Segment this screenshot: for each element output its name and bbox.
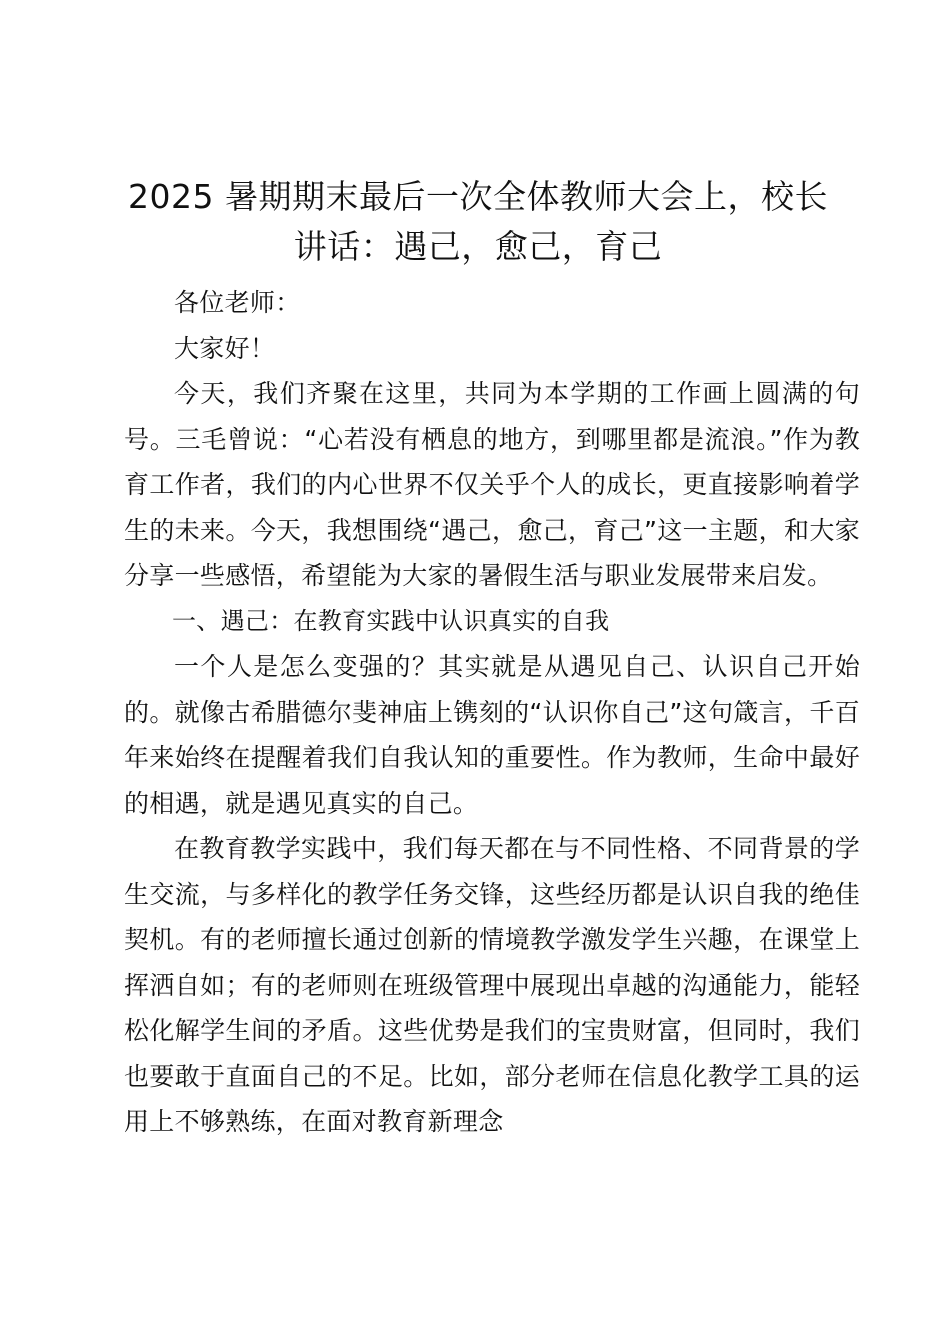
greeting: 大家好！: [174, 333, 276, 363]
document-title: 2025 暑期期末最后一次全体教师大会上，校长讲话：遇己，愈己，育己: [128, 177, 828, 266]
body-paragraph: 在教育教学实践中，我们每天都在与不同性格、不同背景的学生交流，与多样化的教学任务交锋，这些经历都是认识自我的绝佳契机。有的老师擅长通过创新的情境教学激发学生兴趣，在课堂上挥洒自如；有的老师则在班级管理中展现出卓越的沟通能力，能轻松化解学生间的矛盾。这些优势是我们的宝贵财富，但同时，我们也要敢于直面自己的不足。比如，部分老师在信息化教学工具的运用上不够熟练，在面对教育新理念: [124, 834, 860, 1136]
intro-paragraph: 今天，我们齐聚在这里，共同为本学期的工作画上圆满的句号。三毛曾说：“心若没有栖息的地方，到哪里都是流浪。”作为教育工作者，我们的内心世界不仅关乎个人的成长，更直接影响着学生的未来。今天，我想围绕“遇己，愈己，育己”这一主题，和大家分享一些感悟，希望能为大家的暑假生活与职业发展带来启发。: [124, 379, 860, 590]
document-body: [124, 280, 860, 1145]
body-paragraph: 一个人是怎么变强的？其实就是从遇见自己、认识自己开始的。就像古希腊德尔斐神庙上镌刻的“认识你自己”这句箴言，千百年来始终在提醒着我们自我认知的重要性。作为教师，生命中最好的相遇，就是遇见真实的自己。: [124, 652, 860, 818]
salutation: 各位老师：: [174, 288, 301, 317]
section-heading-1: 一、遇己：在教育实践中认识真实的自我: [172, 606, 610, 635]
